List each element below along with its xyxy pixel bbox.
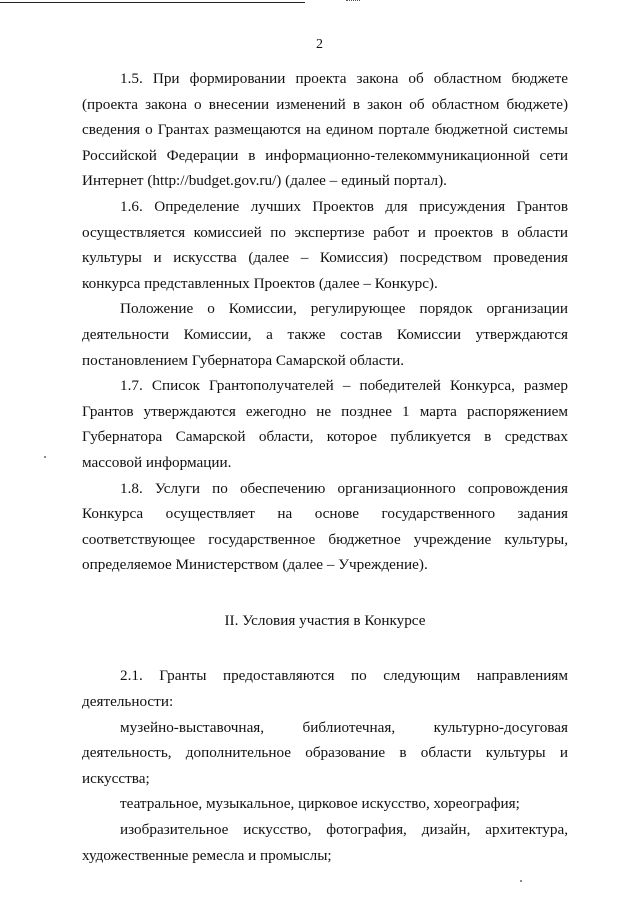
top-edge-rule	[0, 2, 305, 3]
paragraph-1-6-commission: Положение о Комиссии, регулирующее порядок организации деятельности Комиссии, а также состав Комиссии утверждаются постановлением Губернатора Самарской области.	[82, 300, 568, 369]
list-item-museum: музейно-выставочная, библиотечная, культурно-досуговая деятельность, дополнительное образование в области культуры и искусства;	[82, 718, 568, 787]
paragraph-1-5: 1.5. При формировании проекта закона об областном бюджете (проекта закона о внесении изменений в закон об областном бюджете) сведения о Грантах размещаются на едином портале бюджетной системы Российской Федерации в информационно-телекоммуникационной сети Интернет (http://budget.gov.ru/) (далее – единый портал).	[82, 70, 568, 190]
list-item-theatre: театральное, музыкальное, цирковое искусство, хореография;	[120, 795, 520, 813]
paragraph-2-1: 2.1. Гранты предоставляются по следующим направлениям деятельности:	[82, 667, 568, 711]
paragraph-1-8: 1.8. Услуги по обеспечению организационного сопровождения Конкурса осуществляет на основе государственного задания соответствующее государственное бюджетное учреждение культуры, определяемое Министерством (далее – Учреждение).	[82, 479, 568, 574]
page-number: 2	[316, 37, 323, 52]
paragraph-1-6: 1.6. Определение лучших Проектов для присуждения Грантов осуществляется комиссией по экспертизе работ и проектов в области культуры и искусства (далее – Комиссия) посредством проведения конкурса представленных Проектов (далее – Конкурс).	[82, 197, 568, 292]
list-item-fine-arts: изобразительное искусство, фотография, дизайн, архитектура, художественные ремесла и промыслы;	[82, 821, 568, 864]
scan-speck	[44, 456, 46, 458]
paragraph-1-7: 1.7. Список Грантополучателей – победителей Конкурса, размер Грантов утверждаются ежегодно не позднее 1 марта распоряжением Губернатора Самарской области, которое публикуется в средствах массовой информации.	[82, 377, 568, 471]
document-body	[82, 66, 568, 868]
top-edge-mark	[346, 0, 360, 1]
section-2-heading: II. Условия участия в Конкурсе	[224, 611, 426, 629]
scan-speck	[520, 880, 522, 882]
